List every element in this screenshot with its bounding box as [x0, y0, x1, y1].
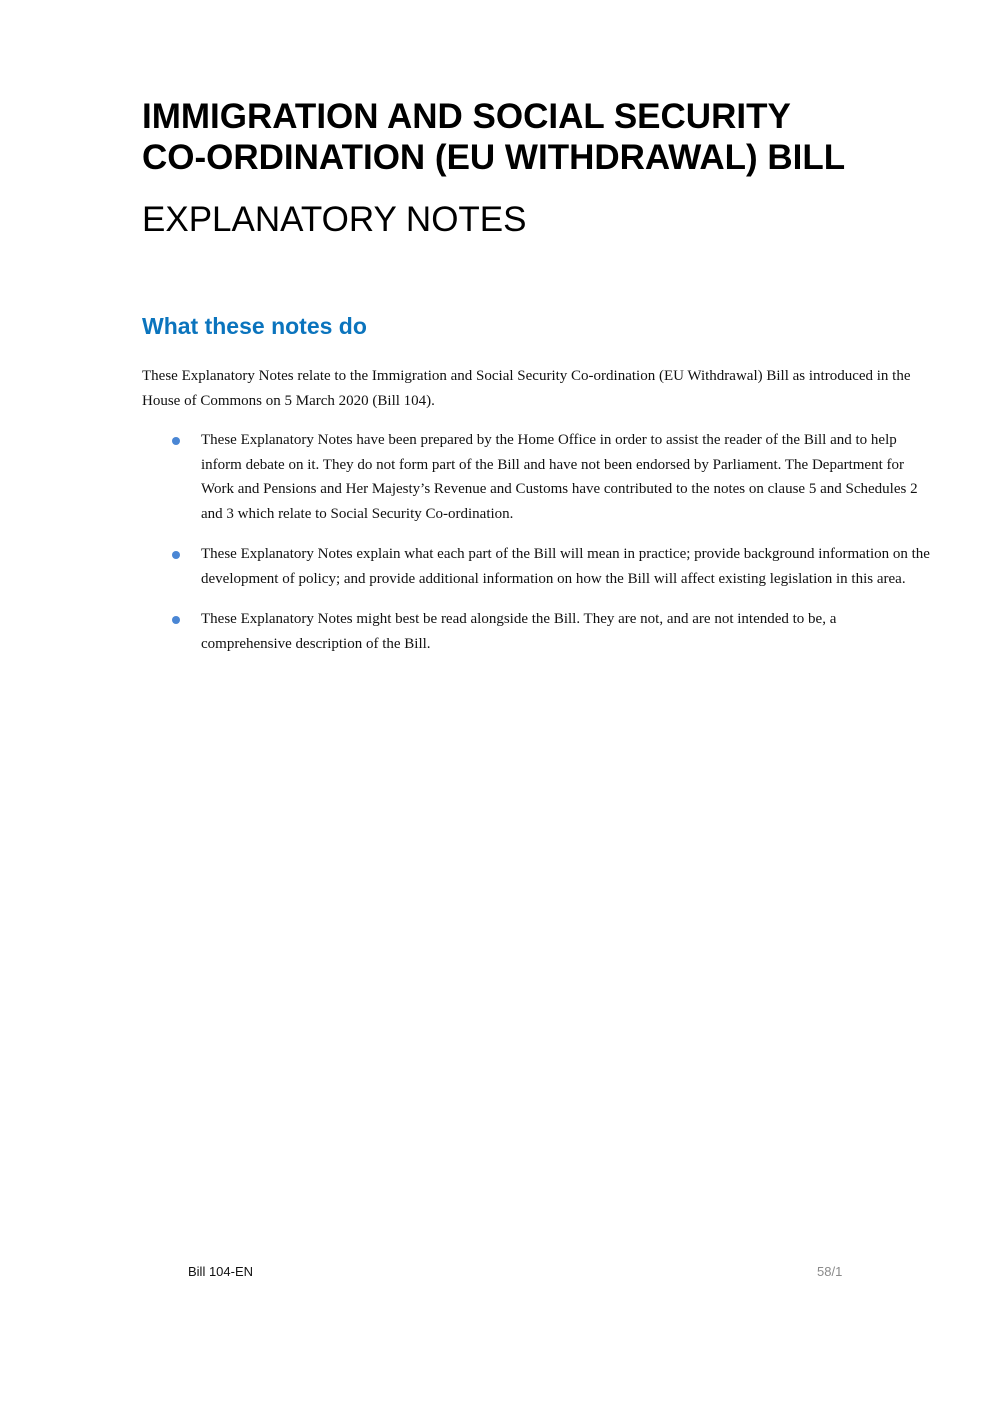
- footer-page-reference: 58/1: [817, 1264, 843, 1279]
- bullet-item: [170, 607, 930, 656]
- bullet-item: [170, 428, 930, 526]
- bullet-text: These Explanatory Notes explain what each part of the Bill will mean in practice; provide background information on the development of policy; and provide additional information on how the Bill will affect existing legislation in this area.: [201, 546, 930, 587]
- document-title: [142, 96, 942, 178]
- bullet-text: These Explanatory Notes might best be read alongside the Bill. They are not, and are not intended to be, a comprehensive description of the Bill.: [201, 611, 837, 652]
- title-line-1: IMMIGRATION AND SOCIAL SECURITY: [142, 97, 791, 136]
- title-line-2: CO-ORDINATION (EU WITHDRAWAL) BILL: [142, 138, 846, 177]
- bullet-dot-icon: [172, 437, 180, 445]
- bullet-item: [170, 542, 930, 591]
- footer-bill-reference: Bill 104-EN: [188, 1264, 254, 1279]
- section-heading: What these notes do: [142, 313, 367, 339]
- bullet-dot-icon: [172, 616, 180, 624]
- bullet-text: These Explanatory Notes have been prepared by the Home Office in order to assist the reader of the Bill and to help inform debate on it. They do not form part of the Bill and have not been endorsed by Parliament. The Department for Work and Pensions and Her Majesty’s Revenue and Customs have contributed to the notes on clause 5 and Schedules 2 and 3 which relate to Social Security Co-ordination.: [201, 432, 918, 522]
- document-subtitle: EXPLANATORY NOTES: [142, 200, 527, 239]
- bullet-list: [170, 428, 930, 672]
- bullet-dot-icon: [172, 551, 180, 559]
- intro-paragraph: These Explanatory Notes relate to the Immigration and Social Security Co-ordination (EU Withdrawal) Bill as introduced in the House of Commons on 5 March 2020 (Bill 104).: [142, 368, 911, 409]
